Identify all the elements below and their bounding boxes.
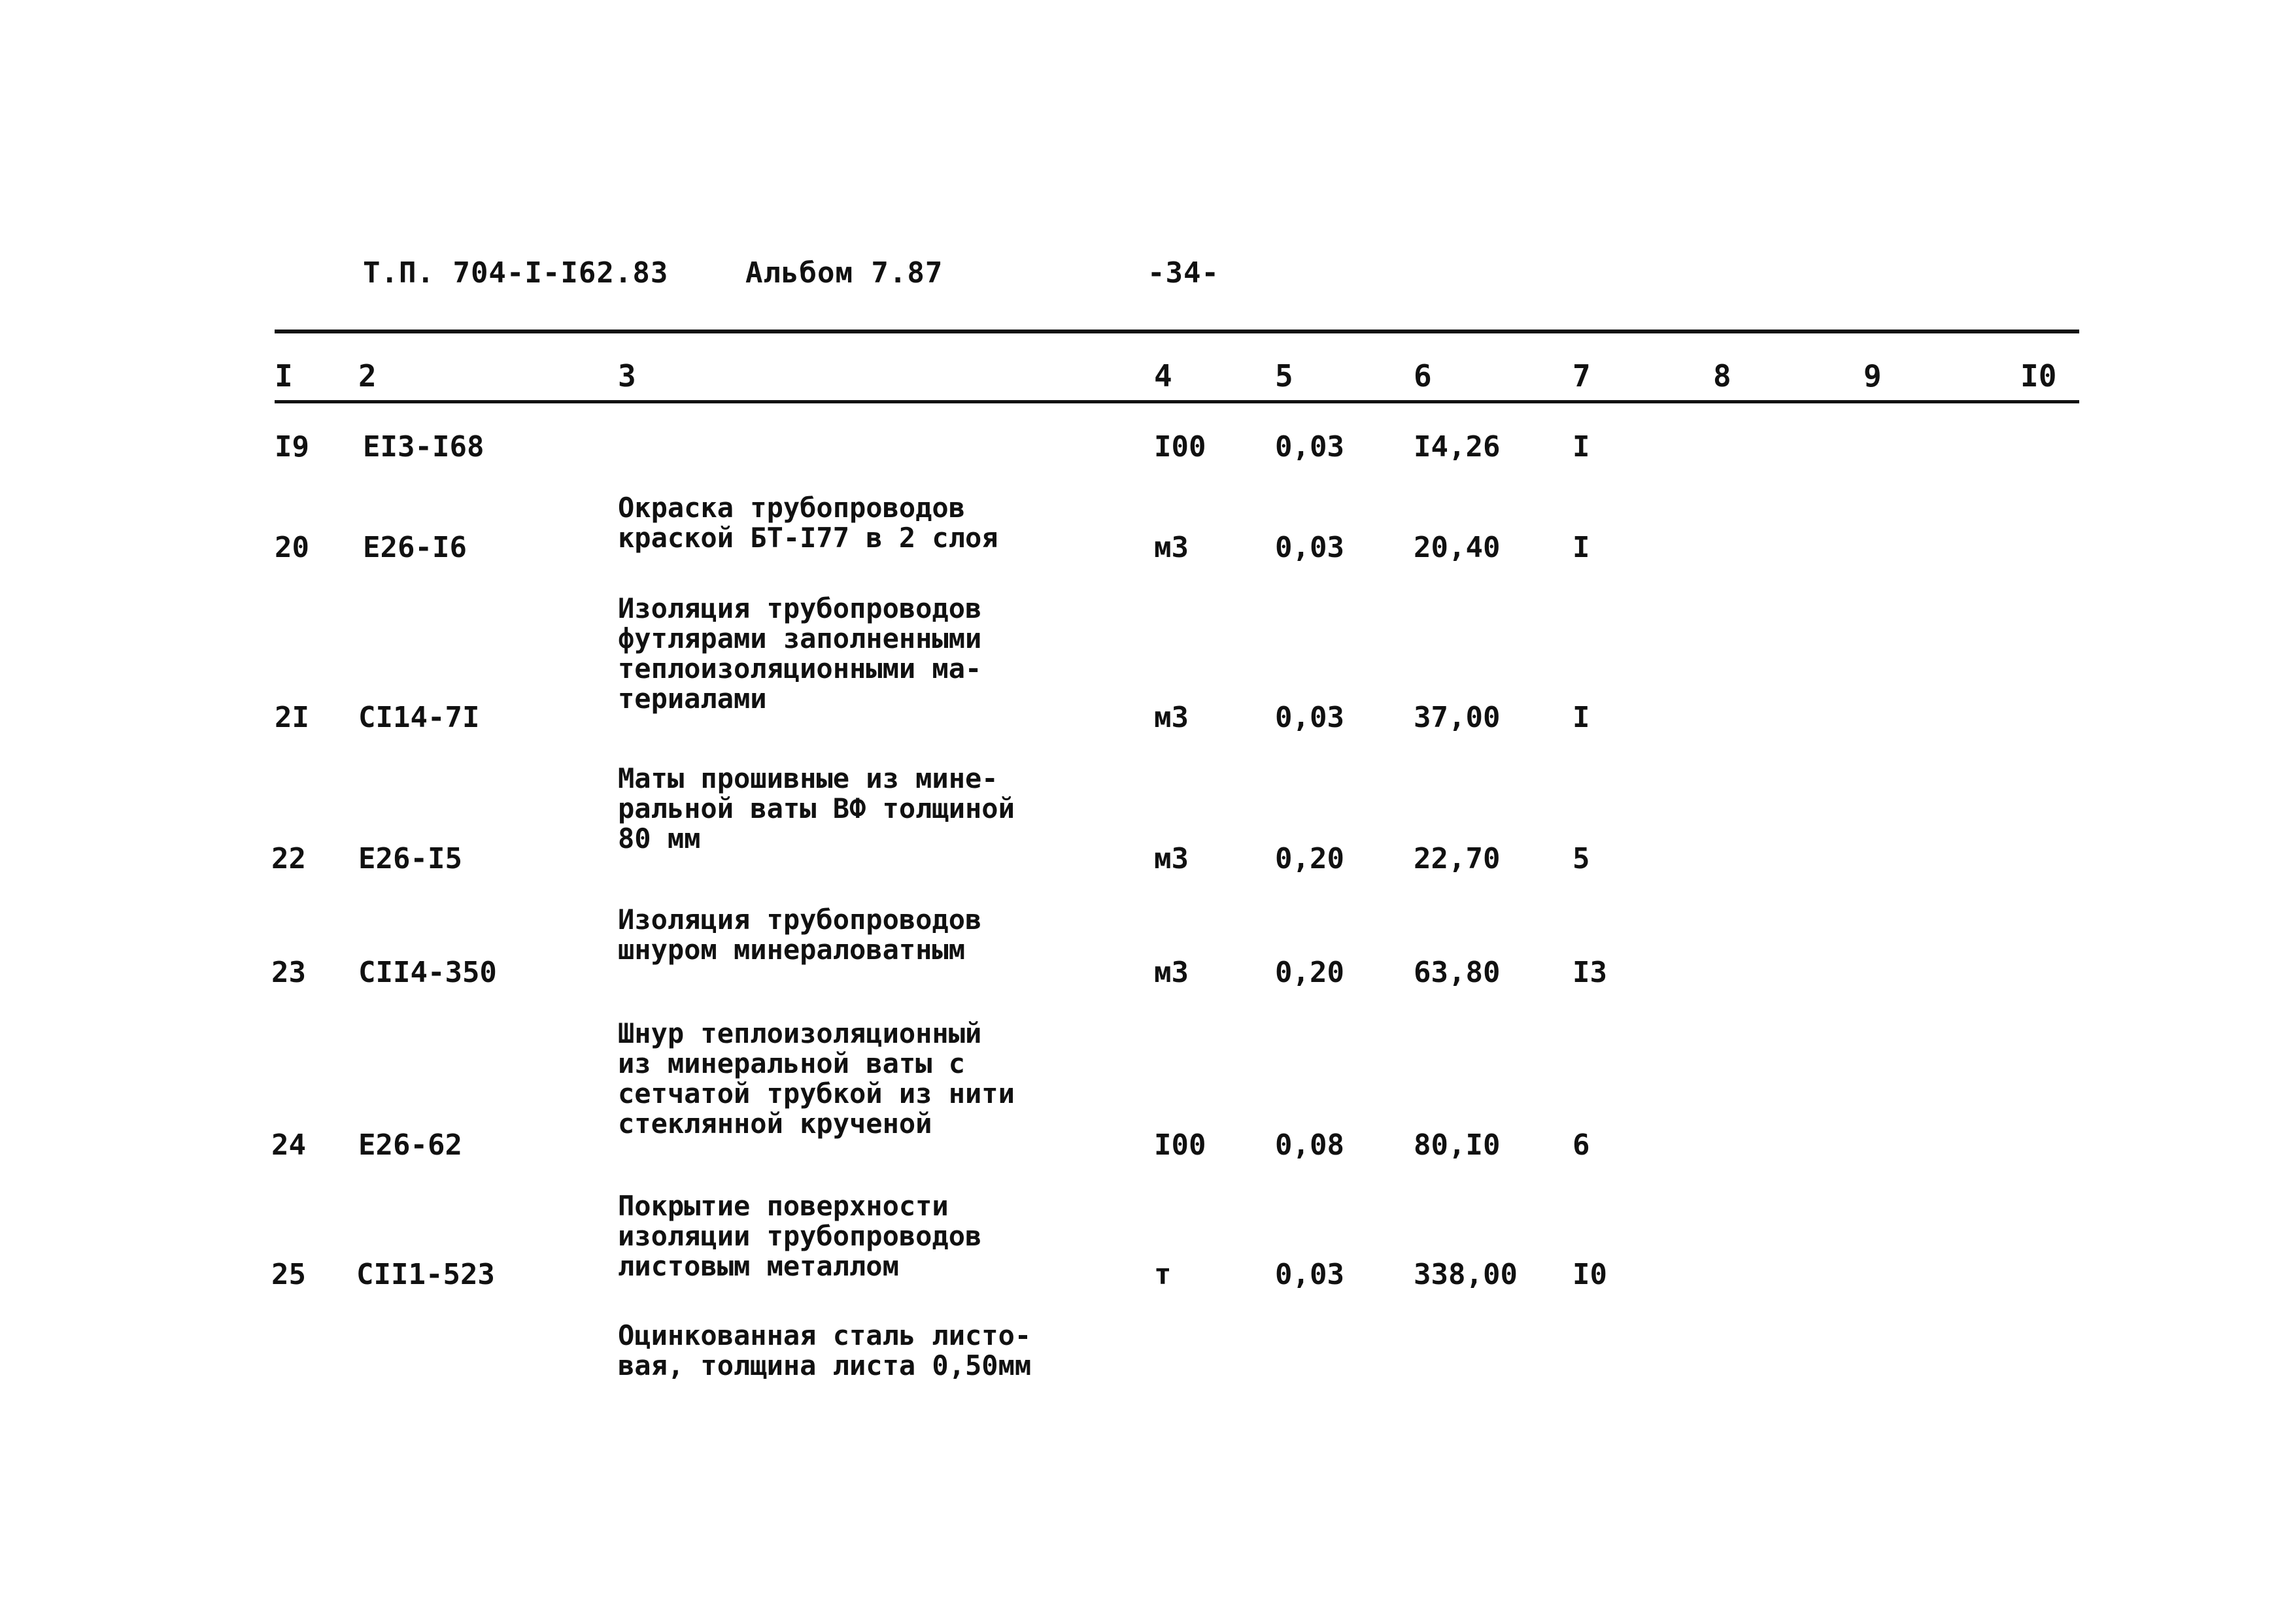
norm-code: E26-I5: [358, 842, 462, 875]
norm-code: CII1-523: [356, 1258, 495, 1291]
unit-price: 80,I0: [1414, 1128, 1501, 1162]
column-7-value: I: [1572, 531, 1590, 564]
unit: I00: [1154, 430, 1206, 464]
unit: м3: [1154, 842, 1189, 875]
column-number-1: I: [275, 358, 293, 394]
unit: м3: [1154, 531, 1189, 564]
row-number: 22: [271, 842, 306, 875]
project-code: Т.П. 704-I-I62.83: [363, 256, 669, 290]
column-7-value: 6: [1572, 1128, 1590, 1162]
album-label: Альбом 7.87: [745, 256, 944, 290]
unit-price: 37,00: [1414, 701, 1501, 734]
row-number: I9: [275, 430, 309, 464]
row-number: 25: [271, 1258, 306, 1291]
column-number-5: 5: [1275, 358, 1293, 394]
norm-code: EI3-I68: [363, 430, 484, 464]
quantity: 0,03: [1275, 531, 1344, 564]
norm-code: CII4-350: [358, 956, 497, 989]
unit-price: I4,26: [1414, 430, 1501, 464]
norm-code: E26-62: [358, 1128, 462, 1162]
column-number-10: I0: [2020, 358, 2057, 394]
unit-price: 63,80: [1414, 956, 1501, 989]
row-number: 2I: [275, 701, 309, 734]
unit-price: 20,40: [1414, 531, 1501, 564]
unit-price: 338,00: [1414, 1258, 1518, 1291]
column-7-value: I3: [1572, 956, 1607, 989]
quantity: 0,03: [1275, 701, 1344, 734]
work-description: Изоляция трубопроводов футлярами заполненными теплоизоляционными ма- териалами: [618, 592, 982, 715]
column-number-4: 4: [1154, 358, 1172, 394]
unit-price: 22,70: [1414, 842, 1501, 875]
work-description: Окраска трубопроводов краской БТ-I77 в 2 слоя: [618, 492, 998, 554]
row-number: 20: [275, 531, 309, 564]
row-number: 24: [271, 1128, 306, 1162]
quantity: 0,20: [1275, 842, 1344, 875]
quantity: 0,08: [1275, 1128, 1344, 1162]
column-number-9: 9: [1863, 358, 1882, 394]
column-number-7: 7: [1572, 358, 1591, 394]
unit: м3: [1154, 701, 1189, 734]
unit: I00: [1154, 1128, 1206, 1162]
quantity: 0,03: [1275, 1258, 1344, 1291]
top-rule: [275, 330, 2079, 333]
page-number: -34-: [1148, 256, 1219, 290]
unit: м3: [1154, 956, 1189, 989]
norm-code: CI14-7I: [358, 701, 480, 734]
work-description: Покрытие поверхности изоляции трубопроводов листовым металлом: [618, 1190, 982, 1282]
unit: т: [1154, 1258, 1172, 1291]
column-number-6: 6: [1414, 358, 1432, 394]
quantity: 0,03: [1275, 430, 1344, 464]
column-7-value: I0: [1572, 1258, 1607, 1291]
work-description: Изоляция трубопроводов шнуром минераловатным: [618, 904, 982, 966]
header-rule: [275, 400, 2079, 403]
column-7-value: I: [1572, 430, 1590, 464]
column-7-value: I: [1572, 701, 1590, 734]
row-number: 23: [271, 956, 306, 989]
column-7-value: 5: [1572, 842, 1590, 875]
work-description: Шнур теплоизоляционный из минеральной ваты с сетчатой трубкой из нити стеклянной крученой: [618, 1017, 1015, 1140]
work-description: Оцинкованная сталь листо- вая, толщина листа 0,50мм: [618, 1319, 1032, 1381]
norm-code: E26-I6: [363, 531, 467, 564]
quantity: 0,20: [1275, 956, 1344, 989]
column-number-8: 8: [1713, 358, 1731, 394]
column-number-3: 3: [618, 358, 636, 394]
work-description: Маты прошивные из мине- ральной ваты ВФ толщиной 80 мм: [618, 762, 1015, 854]
column-number-2: 2: [358, 358, 377, 394]
